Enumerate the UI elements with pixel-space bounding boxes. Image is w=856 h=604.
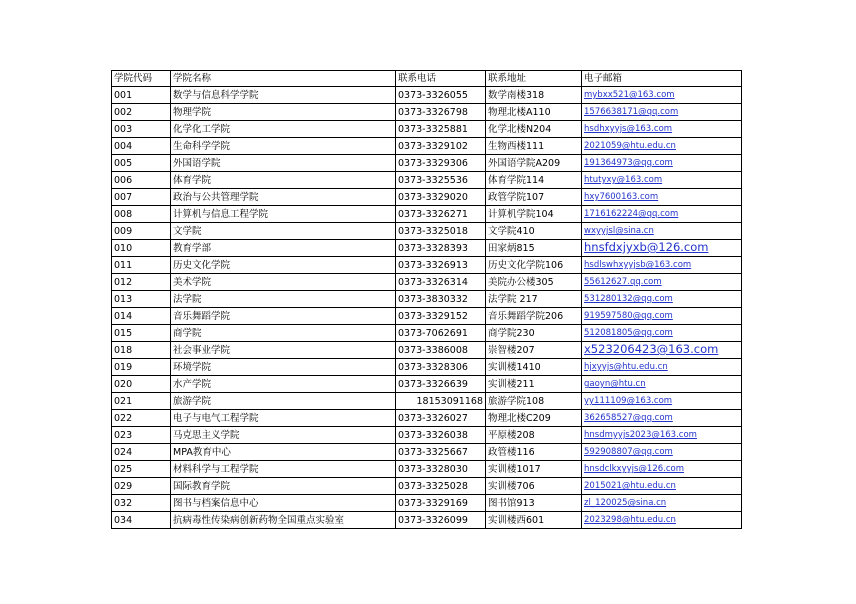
cell-email [582,223,742,240]
cell-college-name: 计算机与信息工程学院 [171,206,396,223]
cell-address: 外国语学院A209 [486,155,582,172]
cell-phone: 0373-3329306 [396,155,486,172]
cell-address: 体育学院114 [486,172,582,189]
cell-email [582,104,742,121]
cell-phone: 0373-3329152 [396,308,486,325]
cell-college-name: 国际教育学院 [171,478,396,495]
cell-college-name: 环境学院 [171,359,396,376]
cell-address: 计算机学院104 [486,206,582,223]
cell-college-name: MPA教育中心 [171,444,396,461]
email-link[interactable]: x523206423@163.com [584,342,719,356]
email-link[interactable]: 2015021@htu.edu.cn [584,481,676,491]
table-row [112,155,742,172]
cell-phone: 0373-3329169 [396,495,486,512]
cell-college-name: 美术学院 [171,274,396,291]
cell-email [582,512,742,529]
table-row [112,478,742,495]
cell-phone: 18153091168 [396,393,486,410]
email-link[interactable]: wxyyjsl@sina.cn [584,226,654,236]
cell-code: 007 [112,189,171,206]
table-row [112,189,742,206]
cell-code: 011 [112,257,171,274]
cell-college-name: 体育学院 [171,172,396,189]
cell-phone: 0373-3325881 [396,121,486,138]
cell-phone: 0373-3329020 [396,189,486,206]
table-row [112,308,742,325]
email-link[interactable]: 592908807@qq.com [584,447,673,457]
cell-college-name: 化学化工学院 [171,121,396,138]
email-link[interactable]: hxy7600163.com [584,192,659,202]
cell-address: 平原楼208 [486,427,582,444]
cell-email [582,87,742,104]
email-link[interactable]: gaoyn@htu.cn [584,379,646,389]
cell-college-name: 教育学部 [171,240,396,257]
cell-college-name: 政治与公共管理学院 [171,189,396,206]
cell-address: 文学院410 [486,223,582,240]
table-header-row [112,71,742,87]
cell-college-name: 图书与档案信息中心 [171,495,396,512]
cell-email [582,172,742,189]
email-link[interactable]: 1716162224@qq.com [584,209,679,219]
cell-email [582,291,742,308]
cell-college-name: 马克思主义学院 [171,427,396,444]
cell-code: 009 [112,223,171,240]
cell-email [582,393,742,410]
cell-college-name: 水产学院 [171,376,396,393]
email-link[interactable]: hnsdmyyjs2023@163.com [584,430,697,440]
cell-college-name: 抗病毒性传染病创新药物全国重点实验室 [171,512,396,529]
cell-college-name: 生命科学学院 [171,138,396,155]
cell-address: 旅游学院108 [486,393,582,410]
table-row [112,512,742,529]
cell-code: 019 [112,359,171,376]
cell-code: 018 [112,342,171,359]
table-row [112,444,742,461]
email-link[interactable]: 531280132@qq.com [584,294,673,304]
cell-college-name: 历史文化学院 [171,257,396,274]
cell-email [582,359,742,376]
cell-phone: 0373-3325536 [396,172,486,189]
email-link[interactable]: mybxx521@163.com [584,90,675,100]
cell-address: 实训楼西601 [486,512,582,529]
cell-phone: 0373-3326055 [396,87,486,104]
table-row [112,274,742,291]
header-phone: 联系电话 [396,71,486,87]
cell-address: 实训楼1017 [486,461,582,478]
table-row [112,87,742,104]
cell-email [582,155,742,172]
cell-phone: 0373-3326798 [396,104,486,121]
email-link[interactable]: 1576638171@qq.com [584,107,679,117]
table-row [112,172,742,189]
cell-address: 音乐舞蹈学院206 [486,308,582,325]
email-link[interactable]: 919597580@qq.com [584,311,673,321]
email-link[interactable]: hnsfdxjyxb@126.com [584,240,709,254]
cell-email [582,121,742,138]
cell-phone: 0373-3325028 [396,478,486,495]
table-row [112,359,742,376]
cell-phone: 0373-3328030 [396,461,486,478]
table-row [112,393,742,410]
email-link[interactable]: 191364973@qq.com [584,158,673,168]
table-row [112,223,742,240]
cell-address: 商学院230 [486,325,582,342]
cell-code: 003 [112,121,171,138]
cell-college-name: 音乐舞蹈学院 [171,308,396,325]
cell-code: 001 [112,87,171,104]
cell-address: 实训楼211 [486,376,582,393]
cell-phone: 0373-3326271 [396,206,486,223]
email-link[interactable]: 55612627.qq.com [584,277,662,287]
cell-phone: 0373-3328393 [396,240,486,257]
email-link[interactable]: 512081805@qq.com [584,328,673,338]
cell-phone: 0373-3329102 [396,138,486,155]
email-link[interactable]: 2023298@htu.edu.cn [584,515,676,525]
table-row [112,291,742,308]
cell-code: 010 [112,240,171,257]
cell-code: 014 [112,308,171,325]
cell-college-name: 材料科学与工程学院 [171,461,396,478]
table-row [112,376,742,393]
cell-email [582,444,742,461]
header-name: 学院名称 [171,71,396,87]
cell-address: 图书馆913 [486,495,582,512]
cell-address: 法学院 217 [486,291,582,308]
cell-college-name: 电子与电气工程学院 [171,410,396,427]
cell-address: 实训楼706 [486,478,582,495]
cell-phone: 0373-3325018 [396,223,486,240]
college-contact-table [111,70,742,529]
email-link[interactable]: hnsdclkxyyjs@126.com [584,464,685,474]
cell-address: 美院办公楼305 [486,274,582,291]
table-row [112,342,742,359]
cell-college-name: 物理学院 [171,104,396,121]
table-row [112,495,742,512]
header-address: 联系地址 [486,71,582,87]
cell-code: 005 [112,155,171,172]
cell-email [582,189,742,206]
cell-college-name: 社会事业学院 [171,342,396,359]
cell-email [582,325,742,342]
cell-email [582,308,742,325]
cell-code: 002 [112,104,171,121]
cell-phone: 0373-3325667 [396,444,486,461]
cell-phone: 0373-3326038 [396,427,486,444]
cell-code: 034 [112,512,171,529]
table-row [112,410,742,427]
cell-address: 政管学院107 [486,189,582,206]
cell-email [582,376,742,393]
cell-code: 032 [112,495,171,512]
cell-address: 实训楼1410 [486,359,582,376]
email-link[interactable]: 362658527@qq.com [584,413,673,423]
cell-code: 012 [112,274,171,291]
cell-email [582,495,742,512]
cell-address: 化学北楼N204 [486,121,582,138]
table-row [112,121,742,138]
cell-email [582,240,742,257]
cell-code: 004 [112,138,171,155]
cell-code: 013 [112,291,171,308]
cell-email [582,274,742,291]
table-row [112,206,742,223]
cell-college-name: 法学院 [171,291,396,308]
cell-email [582,138,742,155]
email-link[interactable]: htutyxy@163.com [584,175,663,185]
cell-phone: 0373-3326099 [396,512,486,529]
cell-code: 015 [112,325,171,342]
cell-code: 006 [112,172,171,189]
cell-address: 物理北楼C209 [486,410,582,427]
cell-email [582,206,742,223]
email-link[interactable]: zl_120025@sina.cn [584,498,667,508]
table-row [112,325,742,342]
email-link[interactable]: hjxyyjs@htu.edu.cn [584,362,668,372]
header-code: 学院代码 [112,71,171,87]
cell-code: 022 [112,410,171,427]
cell-code: 029 [112,478,171,495]
email-link[interactable]: hsdlswhxyyjsb@163.com [584,260,692,270]
cell-college-name: 旅游学院 [171,393,396,410]
cell-email [582,461,742,478]
cell-email [582,257,742,274]
cell-code: 008 [112,206,171,223]
cell-address: 政管楼116 [486,444,582,461]
table-row [112,461,742,478]
cell-email [582,342,742,359]
cell-code: 021 [112,393,171,410]
email-link[interactable]: hsdhxyyjs@163.com [584,124,673,134]
email-link[interactable]: yy111109@163.com [584,396,673,406]
cell-email [582,410,742,427]
cell-phone: 0373-3326314 [396,274,486,291]
table-row [112,257,742,274]
cell-address: 数学南楼318 [486,87,582,104]
cell-phone: 0373-3830332 [396,291,486,308]
cell-address: 崇智楼207 [486,342,582,359]
email-link[interactable]: 2021059@htu.edu.cn [584,141,676,151]
cell-phone: 0373-3326913 [396,257,486,274]
cell-college-name: 外国语学院 [171,155,396,172]
cell-college-name: 数学与信息科学学院 [171,87,396,104]
cell-phone: 0373-3328306 [396,359,486,376]
table-body [112,87,742,529]
header-email: 电子邮箱 [582,71,742,87]
table-row [112,104,742,121]
cell-phone: 0373-3386008 [396,342,486,359]
cell-address: 田家炳815 [486,240,582,257]
cell-code: 020 [112,376,171,393]
cell-address: 历史文化学院106 [486,257,582,274]
cell-phone: 0373-7062691 [396,325,486,342]
cell-address: 物理北楼A110 [486,104,582,121]
cell-phone: 0373-3326027 [396,410,486,427]
cell-email [582,427,742,444]
cell-email [582,478,742,495]
table-row [112,427,742,444]
cell-code: 023 [112,427,171,444]
cell-college-name: 文学院 [171,223,396,240]
cell-college-name: 商学院 [171,325,396,342]
cell-code: 024 [112,444,171,461]
cell-code: 025 [112,461,171,478]
cell-phone: 0373-3326639 [396,376,486,393]
table-row [112,138,742,155]
cell-address: 生物西楼111 [486,138,582,155]
table-row [112,240,742,257]
